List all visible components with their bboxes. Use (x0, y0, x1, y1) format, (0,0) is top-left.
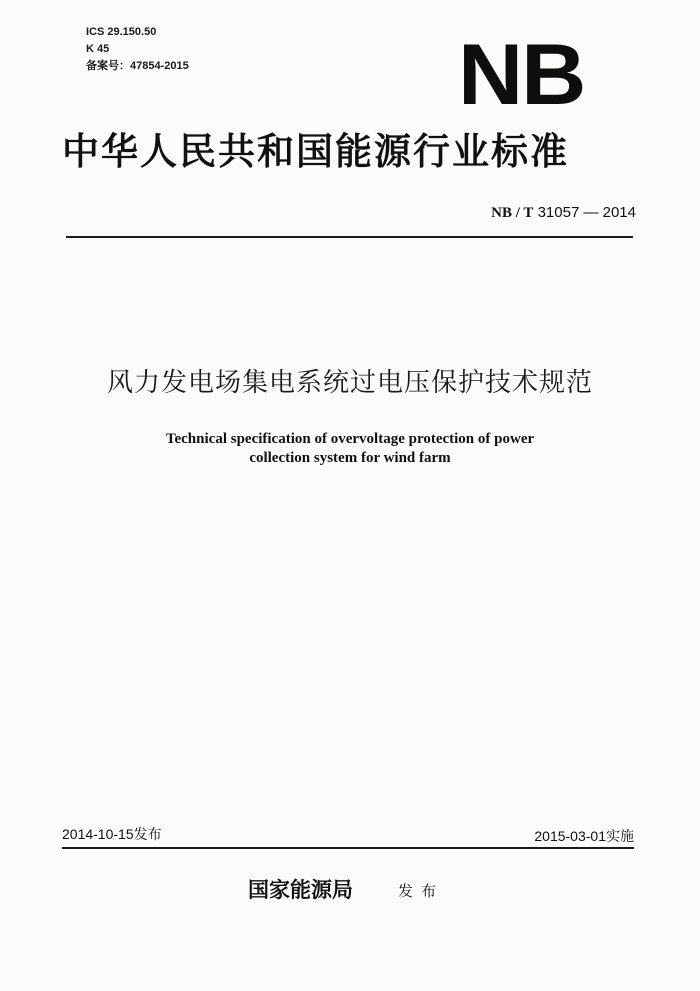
publisher-name: 国家能源局 (248, 878, 353, 902)
issue-date: 2014-10-15发布 (62, 826, 162, 842)
standard-prefix: NB / T (491, 205, 534, 221)
english-title-line-1: Technical specification of overvoltage protection of power (165, 431, 535, 447)
category-code: K 45 (86, 43, 110, 55)
publish-label: 发布 (398, 882, 445, 900)
nb-logo: NB (458, 27, 585, 123)
header-divider (66, 236, 633, 238)
english-title (0, 430, 700, 468)
standard-code: 31057 — 2014 (537, 204, 636, 221)
organization-title: 中华人民共和国能源行业标准 (62, 129, 569, 173)
ics-code: ICS 29.150.50 (86, 26, 157, 38)
standard-number (491, 204, 636, 222)
implementation-date: 2015-03-01实施 (534, 828, 634, 844)
filing-number: 备案号：47854-2015 (86, 60, 189, 72)
chinese-title: 风力发电场集电系统过电压保护技术规范 (106, 368, 593, 398)
english-title-line-2: collection system for wind farm (249, 450, 451, 466)
footer-divider (62, 847, 634, 849)
classification-info (86, 24, 189, 75)
